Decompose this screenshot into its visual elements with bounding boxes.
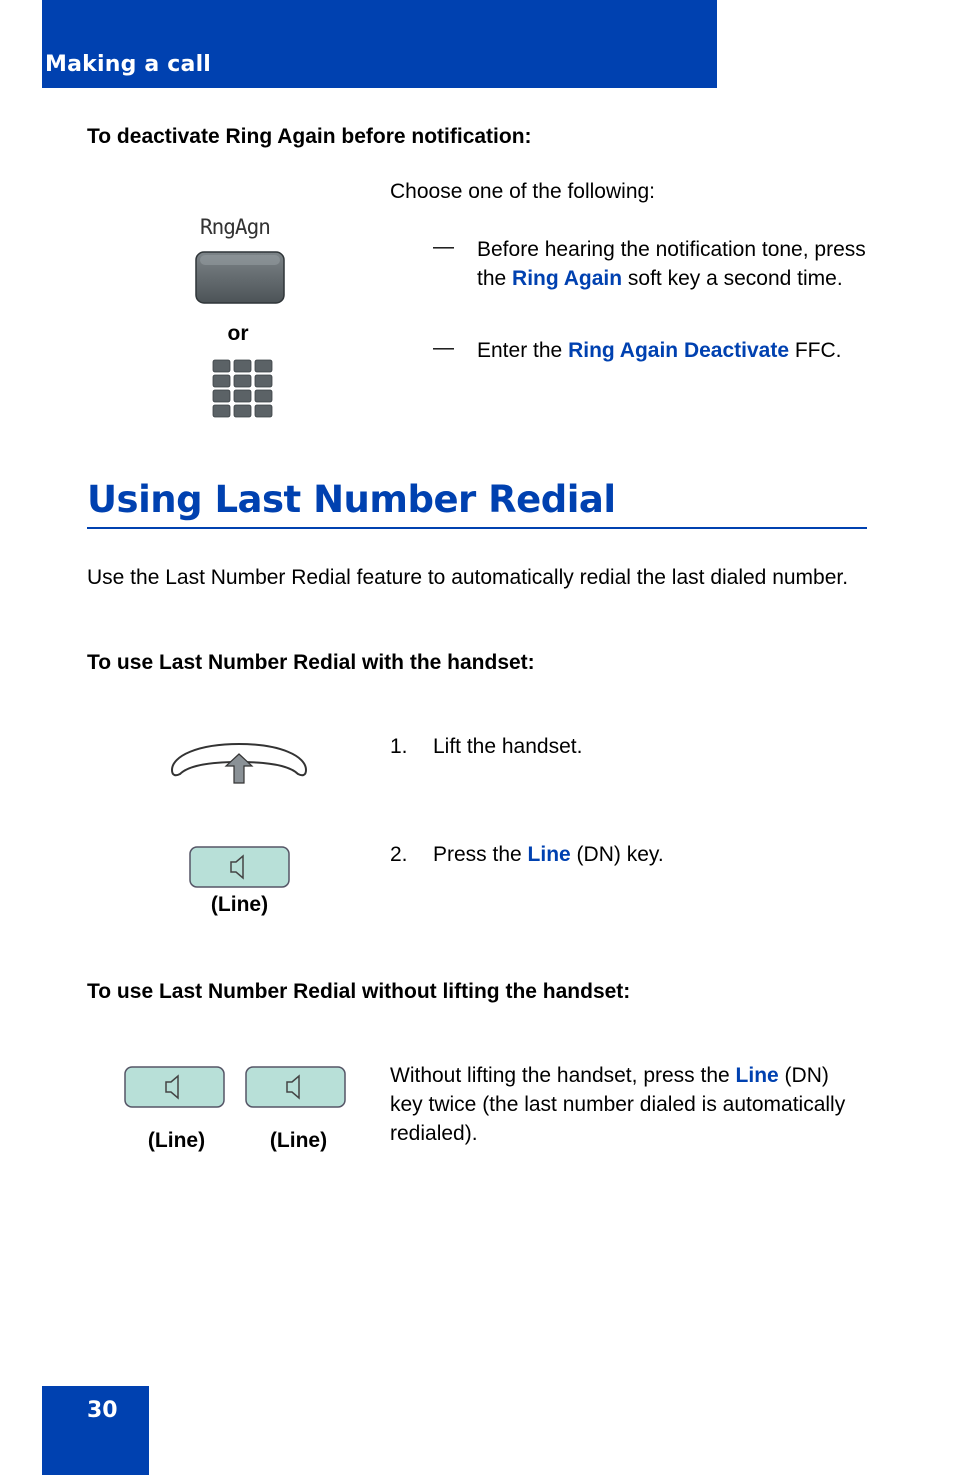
step1-text: Lift the handset. — [433, 735, 583, 758]
line-caption-right: (Line) — [269, 1129, 328, 1152]
ring-again-key: Ring Again — [512, 267, 623, 290]
section-title: Using Last Number Redial — [87, 478, 616, 521]
ring-again-deactivate-ffc: Ring Again Deactivate — [568, 339, 790, 362]
step2-text: Press the Line (DN) key. — [433, 843, 664, 866]
step1-num: 1. — [390, 735, 408, 758]
line-key-icon-right[interactable] — [245, 1066, 346, 1108]
softkey-icon[interactable] — [195, 251, 285, 304]
header-title: Making a call — [45, 52, 212, 77]
step2-num: 2. — [390, 843, 408, 866]
dialpad-icon[interactable] — [212, 359, 274, 420]
line-key-name-2: Line — [735, 1064, 779, 1087]
choose-intro: Choose one of the following: — [390, 180, 656, 203]
or-label: or — [227, 322, 249, 345]
handset-lift-icon[interactable] — [168, 738, 310, 786]
handset-proc-heading: To use Last Number Redial with the handset: — [87, 651, 535, 674]
option1-dash: — — [433, 235, 454, 258]
option2-dash: — — [433, 336, 454, 359]
option1-text: Before hearing the notification tone, press the Ring Again soft key a second time. — [477, 238, 866, 290]
option2-text: Enter the Ring Again Deactivate FFC. — [477, 339, 842, 362]
page-number: 30 — [87, 1398, 118, 1423]
line-caption-left: (Line) — [147, 1129, 206, 1152]
display-softkey-label: RngAgn — [200, 215, 270, 239]
line-key-name: Line — [527, 843, 571, 866]
nohandset-proc-heading: To use Last Number Redial without lifting the handset: — [87, 980, 631, 1003]
section-rule — [87, 527, 867, 529]
line-key-icon-left[interactable] — [124, 1066, 225, 1108]
section-description: Use the Last Number Redial feature to automatically redial the last dialed number. — [87, 566, 849, 589]
line-key-icon[interactable] — [189, 846, 290, 888]
deactivate-heading: To deactivate Ring Again before notification: — [87, 125, 532, 148]
nohandset-text: Without lifting the handset, press the Line (DN) key twice (the last number dialed is automatically redialed). — [390, 1064, 846, 1145]
line-caption: (Line) — [210, 893, 269, 916]
